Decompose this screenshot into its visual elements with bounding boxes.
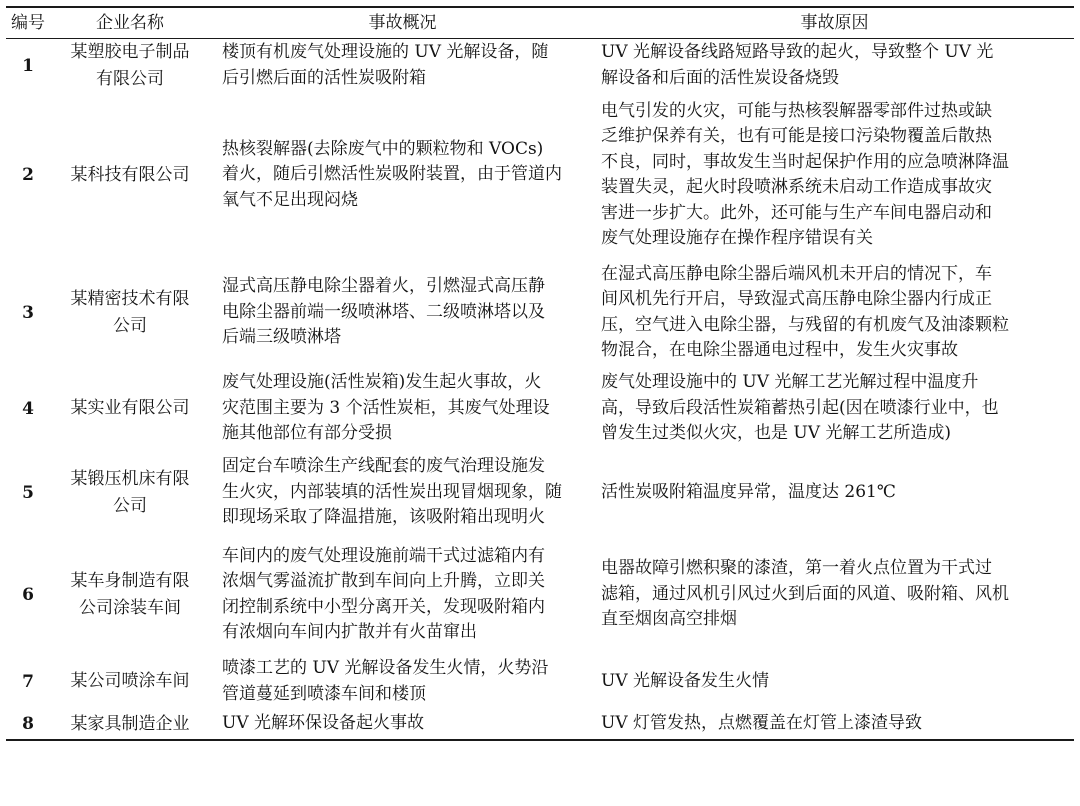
table-row: [6, 258, 1074, 368]
summary-text: 废气处理设施(活性炭箱)发生起火事故，火 灾范围主要为 3 个活性炭柜，其废气处理设 施其他部位有部分受损: [222, 372, 550, 444]
cell-company: [50, 450, 210, 536]
cause-text: 电气引发的火灾，可能与热核裂解器零部件过热或缺 乏维护保养有关，也有可能是接口污染物覆盖后散热 不良，同时，事故发生当时起保护作用的应急喷淋降温 装置失灵，起火时段喷淋系统未启动工作造成事故灾 害进一步扩大。此外，还可能与生产车间电器启动和 废气处理设施存在操作程序错误有关: [601, 100, 1009, 248]
summary-text: 楼顶有机废气处理设施的 UV 光解设备，随 后引燃后面的活性炭吸附箱: [222, 42, 549, 88]
company-text: 某实业有限公司: [70, 398, 190, 418]
cell-company: [50, 38, 210, 93]
table-row: [6, 38, 1074, 93]
table-row: [6, 368, 1074, 450]
table-row: [6, 450, 1074, 536]
cell-id: 4: [22, 398, 34, 419]
summary-text: 固定台车喷涂生产线配套的废气治理设施发 生火灾，内部装填的活性炭出现冒烟现象，随 即现场采取了降温措施，该吸附箱出现明火: [222, 456, 562, 528]
header-summary: 事故概况: [210, 7, 595, 38]
cell-cause: [595, 258, 1074, 368]
cell-summary: [210, 536, 595, 654]
cause-text: UV 灯管发热，点燃覆盖在灯管上漆渣导致: [601, 713, 923, 734]
cell-id: 1: [22, 55, 34, 76]
company-text: 某科技有限公司: [70, 164, 190, 185]
cell-summary: [210, 93, 595, 258]
cause-text: UV 光解设备发生火情: [601, 670, 770, 691]
company-text: 某塑胶电子制品 有限公司: [70, 41, 190, 89]
cell-summary: [210, 368, 595, 450]
summary-text: 湿式高压静电除尘器着火，引燃湿式高压静 电除尘器前端一级喷淋塔、二级喷淋塔以及 后端三级喷淋塔: [222, 276, 545, 348]
cell-cause: [595, 654, 1074, 710]
cell-summary: [210, 38, 595, 93]
cell-cause: [595, 710, 1074, 740]
summary-text: 喷漆工艺的 UV 光解设备发生火情，火势沿 管道蔓延到喷漆车间和楼顶: [222, 658, 549, 704]
cell-summary: [210, 258, 595, 368]
cell-summary: [210, 710, 595, 740]
cell-cause: [595, 368, 1074, 450]
summary-text: 热核裂解器(去除废气中的颗粒物和 VOCs) 着火，随后引燃活性炭吸附装置，由于管道内 氧气不足出现闷烧: [222, 138, 562, 210]
table-header-row: [6, 7, 1074, 38]
table-row: [6, 654, 1074, 710]
header-cause: 事故原因: [595, 7, 1074, 38]
cell-company: [50, 93, 210, 258]
cell-id: 8: [6, 710, 50, 740]
company-text: 某精密技术有限 公司: [70, 288, 190, 336]
company-text: 某公司喷涂车间: [70, 671, 190, 691]
summary-text: UV 光解环保设备起火事故: [222, 713, 425, 734]
cause-text: 活性炭吸附箱温度异常，温度达 261℃: [601, 481, 896, 502]
header-id: 编号: [6, 7, 50, 38]
cause-text: 在湿式高压静电除尘器后端风机未开启的情况下，车 间风机先行开启，导致湿式高压静电除尘器内行成正 压，空气进入电除尘器，与残留的有机废气及油漆颗粒 物混合，在电除尘器通电过程中，发生火灾事故: [601, 263, 1009, 360]
table-row: [6, 536, 1074, 654]
cause-text: UV 光解设备线路短路导致的起火，导致整个 UV 光 解设备和后面的活性炭设备烧毁: [601, 42, 994, 88]
summary-text: 车间内的废气处理设施前端干式过滤箱内有 浓烟气雾溢流扩散到车间向上升腾，立即关 闭控制系统中小型分离开关，发现吸附箱内 有浓烟向车间内扩散并有火苗窜出: [222, 545, 545, 642]
header-company: 企业名称: [50, 7, 210, 38]
cell-summary: [210, 450, 595, 536]
cell-id: 6: [22, 584, 34, 605]
cell-cause: [595, 38, 1074, 93]
cell-company: [50, 258, 210, 368]
company-text: 某锻压机床有限 公司: [70, 468, 190, 516]
table-row: [6, 710, 1074, 740]
cell-company: [50, 710, 210, 740]
cell-company: [50, 654, 210, 710]
cell-company: [50, 368, 210, 450]
cell-cause: [595, 450, 1074, 536]
cell-cause: [595, 536, 1074, 654]
cell-id: 3: [22, 302, 34, 323]
cell-id: 2: [22, 165, 34, 185]
cause-text: 电器故障引燃积聚的漆渣，第一着火点位置为干式过 滤箱，通过风机引风过火到后面的风道、吸附箱、风机 直至烟囱高空排烟: [601, 558, 1009, 630]
cell-id: 5: [22, 482, 34, 503]
cell-company: [50, 536, 210, 654]
company-text: 某车身制造有限 公司涂装车间: [70, 570, 190, 618]
cause-text: 废气处理设施中的 UV 光解工艺光解过程中温度升 高，导致后段活性炭箱蓄热引起(因在喷漆行业中，也 曾发生过类似火灾，也是 UV 光解工艺所造成): [601, 372, 999, 444]
company-text: 某家具制造企业: [70, 713, 190, 734]
accident-table: [6, 6, 1074, 741]
table-row: [6, 93, 1074, 258]
cell-summary: [210, 654, 595, 710]
cell-id: 7: [22, 671, 34, 692]
cell-cause: [595, 93, 1074, 258]
